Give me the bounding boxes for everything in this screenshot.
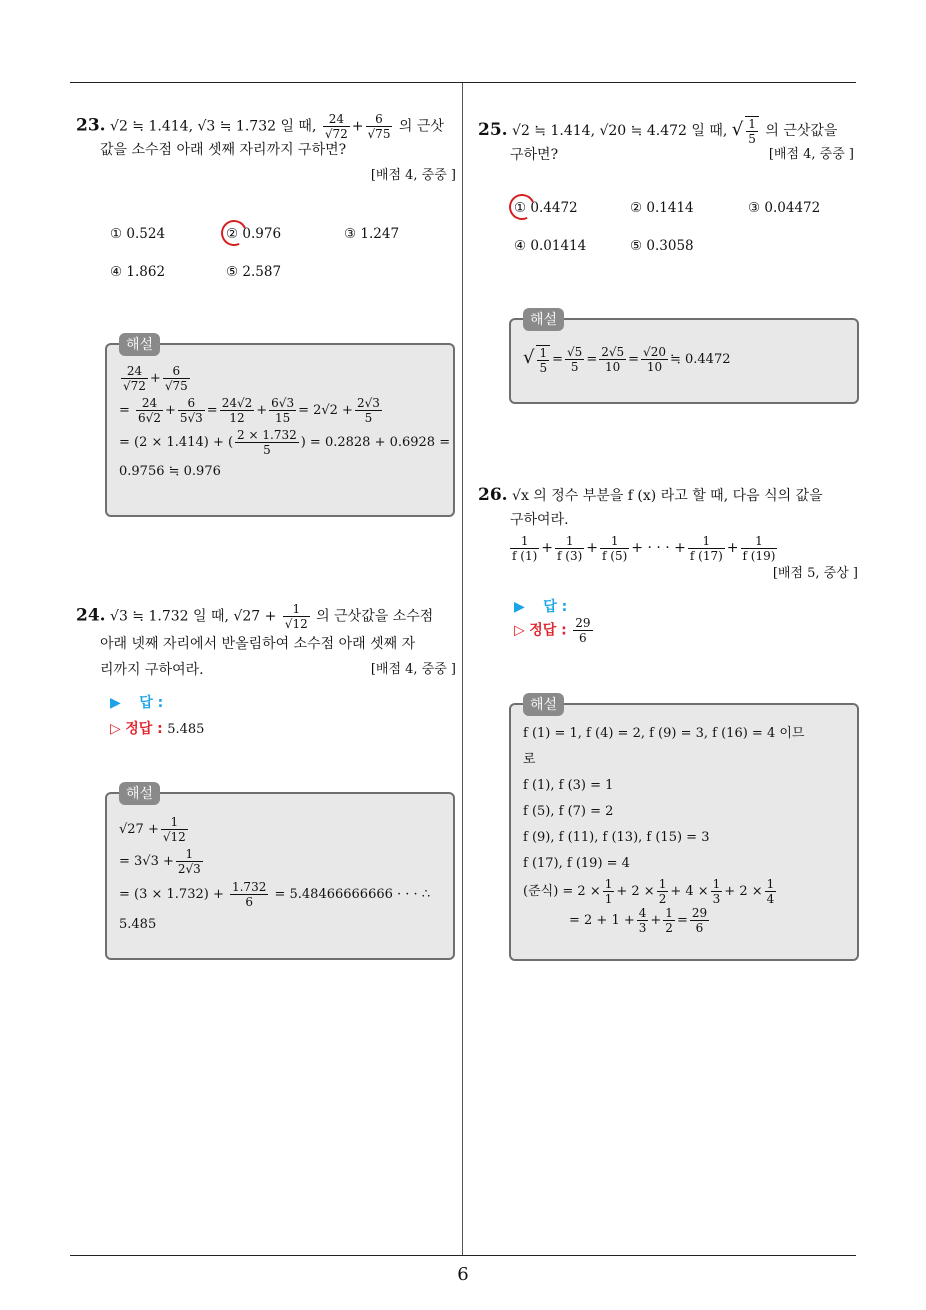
question-text: √2 ≒ 1.414, √3 ≒ 1.732 일 때, <box>110 118 317 135</box>
answer-label: 답 : <box>543 599 568 615</box>
choice-3[interactable]: ③ 1.247 <box>344 226 400 242</box>
fraction: $\frac{1}{√12}$ <box>284 602 308 631</box>
question-23: 23. √2 ≒ 1.414, √3 ≒ 1.732 일 때, $\frac{24}{√72}$ + $\frac{6}{√75}$ 의 근삿 값을 소수점 아래 셋째 자리까지 구하면? [배점 4, 중중 ] <box>76 112 456 189</box>
solution-box-25 <box>509 312 859 404</box>
expression: $\frac{1}{f (1)}$ + $\frac{1}{f (3)}$ + $\frac{1}{f (5)}$ + · · · + $\frac{1}{f (17)}$ + $\frac{1}{f (19)}$ <box>512 533 776 563</box>
choice-1[interactable]: ① 0.4472 <box>514 200 578 216</box>
correct-answer-line <box>514 616 595 645</box>
question-number: 23. <box>76 115 106 136</box>
correct-value: $\frac{29}{6}$ <box>575 616 591 645</box>
choice-1[interactable]: ① 0.524 <box>110 226 166 242</box>
question-text: 아래 넷째 자리에서 반올림하여 소수점 아래 셋째 자 <box>100 636 416 652</box>
solution-tag: 해설 <box>523 693 564 716</box>
choice-4[interactable]: ④ 1.862 <box>110 264 166 280</box>
question-text: √x 의 정수 부분을 f (x) 라고 할 때, 다음 식의 값을 <box>512 488 823 504</box>
top-rule <box>70 82 856 83</box>
question-number: 26. <box>478 485 508 505</box>
score-meta: [배점 4, 중중 ] <box>370 168 456 183</box>
fraction: $\frac{1}{5}$ <box>745 116 759 146</box>
solution-body: √27 + $\frac{1}{√12}$ = 3√3 + $\frac{1}{2√3}$ = (3 × 1.732) + $\frac{1.732}{6}$ = 5.48466666666 · · · ∴ 5.485 <box>119 815 431 932</box>
choice-3[interactable]: ③ 0.04472 <box>748 200 821 216</box>
solution-box-24 <box>105 786 455 960</box>
choice-5[interactable]: ⑤ 2.587 <box>226 264 282 280</box>
choice-4[interactable]: ④ 0.01414 <box>514 238 587 254</box>
solution-tag: 해설 <box>523 308 564 331</box>
fraction: $\frac{6}{√75}$ <box>367 112 391 141</box>
solution-body: √ $\frac{1}{5}$ = $\frac{√5}{5}$ = $\frac{2√5}{10}$ = $\frac{√20}{10}$ ≒ 0.4472 <box>523 345 731 375</box>
question-text: 구하면? <box>510 147 559 163</box>
question-text: 의 근삿 <box>398 118 444 135</box>
solution-box-26 <box>509 697 859 961</box>
selected-mark-icon <box>505 190 538 223</box>
choice-2[interactable]: ② 0.1414 <box>630 200 694 216</box>
solution-tag: 해설 <box>119 782 160 805</box>
question-text: 리까지 구하여라. <box>100 662 204 678</box>
fraction: $\frac{24}{√72}$ <box>324 112 348 141</box>
answer-label: 답 : <box>139 695 164 711</box>
question-24 <box>76 602 456 683</box>
play-icon: ▶ <box>514 599 525 615</box>
selected-mark-icon <box>217 216 250 249</box>
solution-body: f (1) = 1, f (4) = 2, f (9) = 3, f (16) = 4 이므 로 f (1), f (3) = 1 f (5), f (7) = 2 f (9), f (11), f (13), f (15) = 3 f (17), f (19) = 4 (준식) = 2 × $\frac{1}{1}$ + 2 × $\frac{1}{2}$ + 4 × $\frac{1}{3}$ + 2 × $\frac{1}{4}$ = 2 + 1 + $\frac{4}{3}$ + $\frac{1}{2}$ = $\frac{29}{6}$ <box>523 726 805 935</box>
question-number: 24. <box>76 605 106 626</box>
correct-value: 5.485 <box>167 722 205 737</box>
question-text: 구하여라. <box>510 512 569 528</box>
answer-line <box>110 692 163 712</box>
question-text: 값을 소수점 아래 셋째 자리까지 구하면? <box>100 142 347 158</box>
triangle-outline-icon: ▷ <box>110 721 121 737</box>
question-25: 25. √2 ≒ 1.414, √20 ≒ 4.472 일 때, √ $\frac{1}{5}$ 의 근삿값을 구하면? [배점 4, 중중 ] <box>478 116 858 168</box>
column-divider <box>462 83 463 1255</box>
correct-label: 정답 : <box>125 721 163 737</box>
question-text: 의 근삿값을 소수점 <box>316 608 434 625</box>
question-text: √2 ≒ 1.414, √20 ≒ 4.472 일 때, <box>512 123 728 139</box>
choice-2[interactable]: ② 0.976 <box>226 226 281 242</box>
page-number: 6 <box>457 1264 469 1285</box>
choice-5[interactable]: ⑤ 0.3058 <box>630 238 694 254</box>
question-number: 25. <box>478 120 508 140</box>
solution-body: $\frac{24}{√72}$ + $\frac{6}{√75}$ = $\frac{24}{6√2}$ + $\frac{6}{5√3}$ = $\frac{24√2}{12}$ + $\frac{6√3}{15}$ = 2√2 + $\frac{2√3}{5}$ = (2 × 1.414) + ( $\frac{2 \times 1.732}{5}$ ) = 0.2828 + 0.6928 = 0.9756 ≒ 0.976 <box>119 364 451 479</box>
answer-line <box>514 596 567 616</box>
score-meta: [배점 4, 중중 ] <box>370 662 456 677</box>
correct-answer-line <box>110 718 204 738</box>
score-meta: [배점 5, 중상 ] <box>772 566 858 581</box>
question-text: 의 근삿값을 <box>765 123 838 139</box>
question-26 <box>478 482 858 583</box>
bottom-rule <box>70 1255 856 1256</box>
correct-label: 정답 : <box>529 622 567 639</box>
solution-box-23 <box>105 337 455 517</box>
question-text: √3 ≒ 1.732 일 때, √27 + <box>110 608 277 625</box>
score-meta: [배점 4, 중중 ] <box>768 147 854 162</box>
triangle-outline-icon: ▷ <box>514 622 525 639</box>
solution-tag: 해설 <box>119 333 160 356</box>
play-icon: ▶ <box>110 695 121 711</box>
